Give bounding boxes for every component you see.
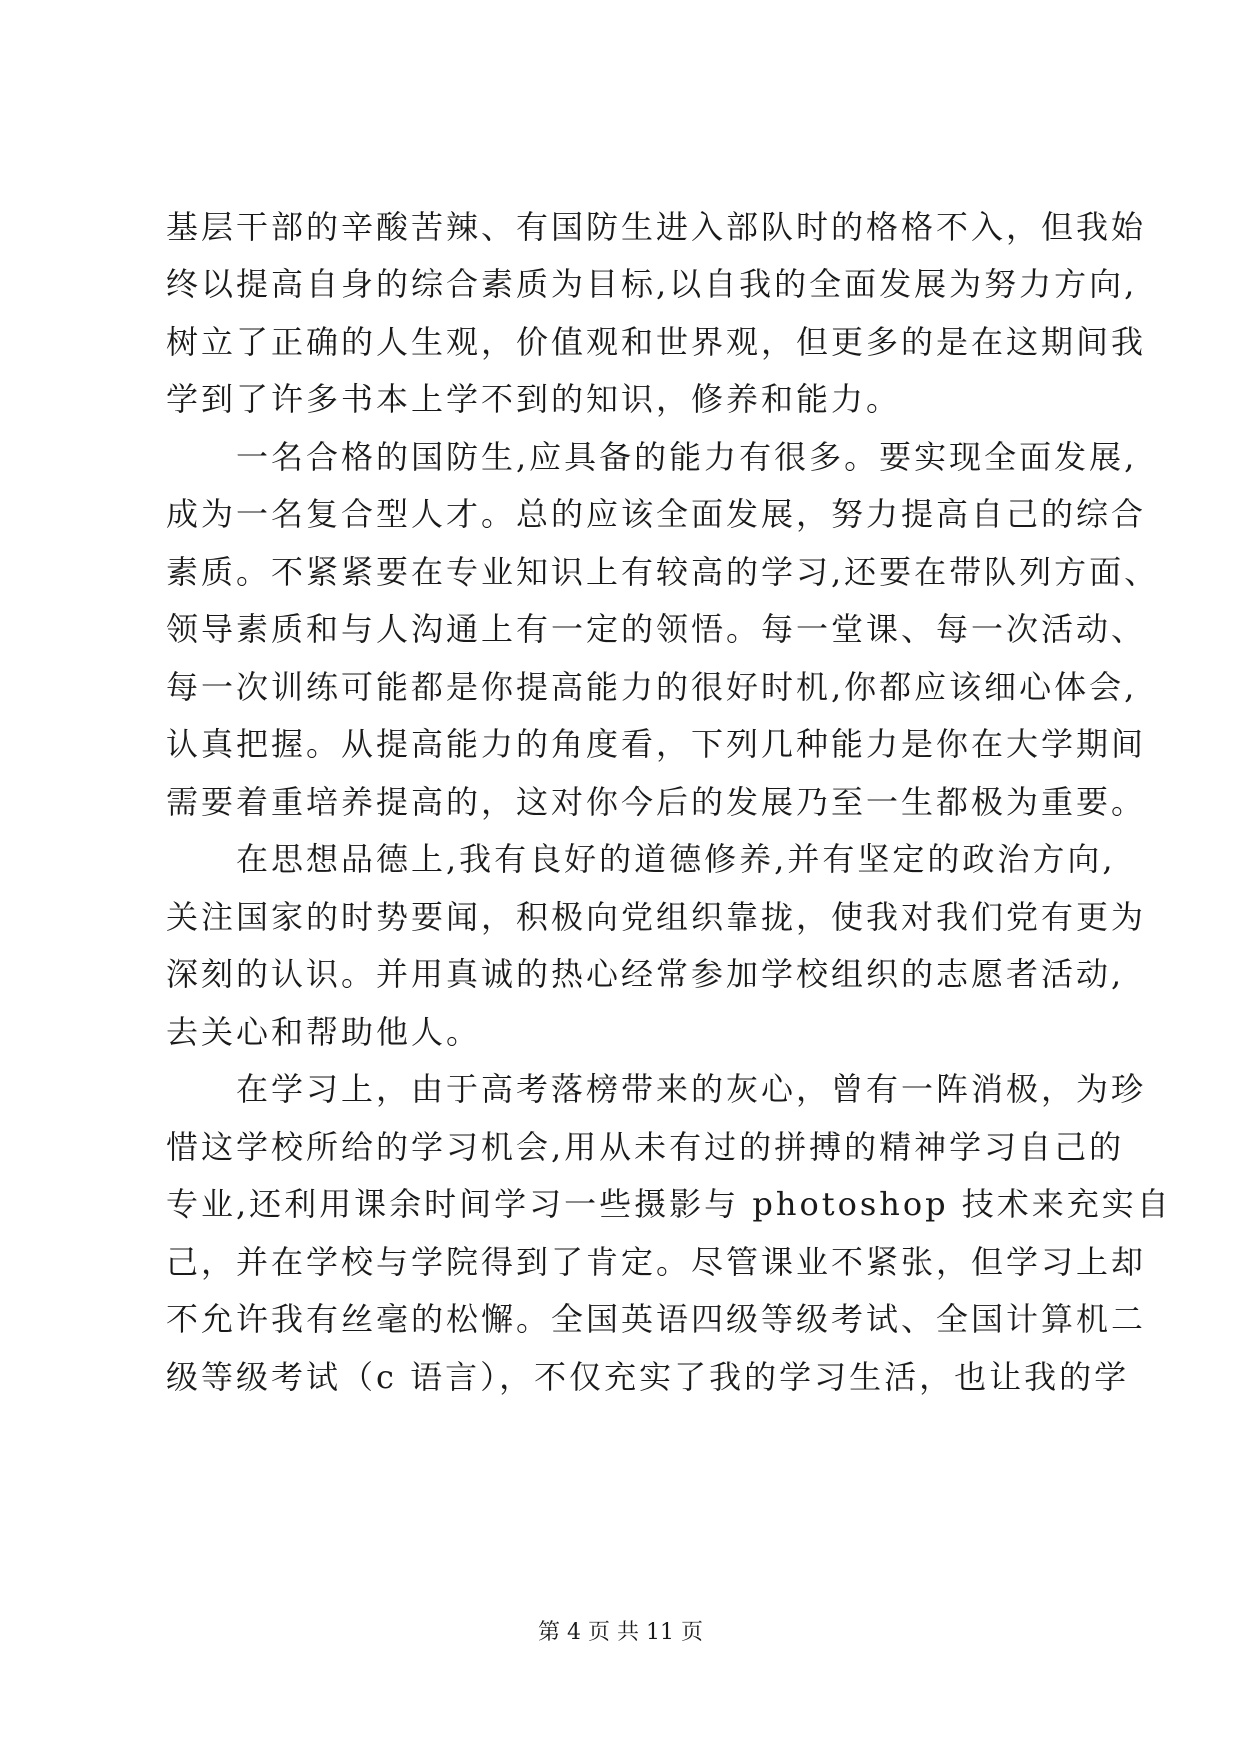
body-text-line: 终以提高自身的综合素质为目标,以自我的全面发展为努力方向, [166, 265, 1138, 303]
body-text-line: 树立了正确的人生观，价值观和世界观，但更多的是在这期间我 [166, 323, 1147, 361]
body-text-line: 认真把握。从提高能力的角度看，下列几种能力是你在大学期间 [166, 725, 1147, 763]
body-text-line: 去关心和帮助他人。 [166, 1013, 482, 1051]
body-text-line: 专业,还利用课余时间学习一些摄影与 photoshop 技术来充实自 [166, 1185, 1172, 1223]
body-text-line: 在学习上，由于高考落榜带来的灰心，曾有一阵消极，为珍 [166, 1070, 1147, 1108]
body-text-line: 惜这学校所给的学习机会,用从未有过的拼搏的精神学习自己的 [166, 1128, 1125, 1166]
body-text-line: 己，并在学校与学院得到了肯定。尽管课业不紧张，但学习上却 [166, 1243, 1147, 1281]
body-text-line: 关注国家的时势要闻，积极向党组织靠拢，使我对我们党有更为 [166, 898, 1147, 936]
page-number-footer: 第 4 页 共 11 页 [538, 1620, 703, 1645]
body-text-line: 素质。不紧紧要在专业知识上有较高的学习,还要在带队列方面、 [166, 553, 1160, 591]
body-text-line: 需要着重培养提高的，这对你今后的发展乃至一生都极为重要。 [166, 783, 1147, 821]
body-text-line: 每一次训练可能都是你提高能力的很好时机,你都应该细心体会, [166, 668, 1138, 706]
body-text-line: 学到了许多书本上学不到的知识，修养和能力。 [166, 380, 902, 418]
body-text-line: 成为一名复合型人才。总的应该全面发展，努力提高自己的综合 [166, 495, 1147, 533]
body-text-line: 不允许我有丝毫的松懈。全国英语四级等级考试、全国计算机二 [166, 1300, 1147, 1338]
body-text-line: 基层干部的辛酸苦辣、有国防生进入部队时的格格不入，但我始 [166, 208, 1147, 246]
body-text-line: 领导素质和与人沟通上有一定的领悟。每一堂课、每一次活动、 [166, 610, 1147, 648]
body-text-line: 深刻的认识。并用真诚的热心经常参加学校组织的志愿者活动, [166, 955, 1125, 993]
body-text-line: 在思想品德上,我有良好的道德修养,并有坚定的政治方向, [166, 840, 1116, 878]
body-text-line: 级等级考试（c 语言），不仅充实了我的学习生活，也让我的学 [166, 1358, 1130, 1396]
body-text-line: 一名合格的国防生,应具备的能力有很多。要实现全面发展, [166, 438, 1138, 476]
